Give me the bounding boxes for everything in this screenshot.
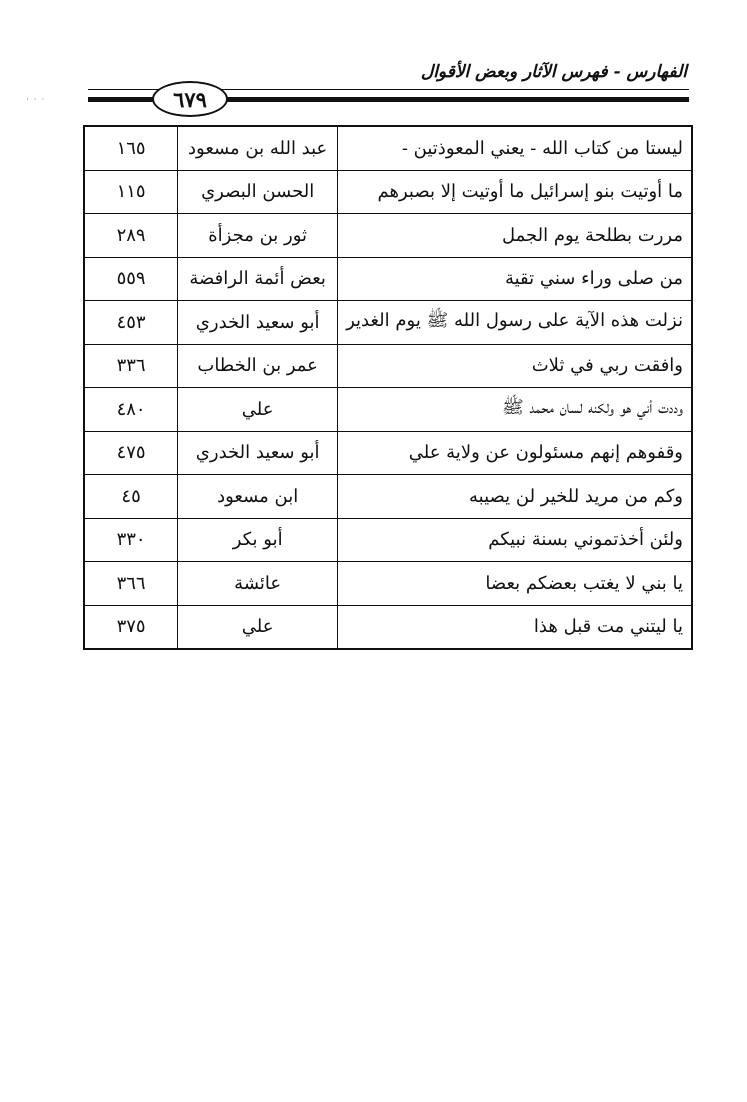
page-number-cell: ٣٧٥ <box>84 605 178 649</box>
narrator-cell: علي <box>178 605 338 649</box>
table-row <box>84 388 692 432</box>
narrator-cell: أبو سعيد الخدري <box>178 301 338 345</box>
athar-text-cell: يا بني لا يغتب بعضكم بعضا <box>338 562 692 606</box>
page-number-badge <box>152 81 228 117</box>
page-number-cell: ٤٨٠ <box>84 388 178 432</box>
athar-text-cell: وكم من مريد للخير لن يصيبه <box>338 475 692 519</box>
narrator-cell: علي <box>178 388 338 432</box>
page-number-cell: ١١٥ <box>84 170 178 214</box>
table-row <box>84 562 692 606</box>
narrator-cell: أبو بكر <box>178 518 338 562</box>
athar-text-cell: مررت بطلحة يوم الجمل <box>338 214 692 258</box>
narrator-cell: أبو سعيد الخدري <box>178 431 338 475</box>
table-row <box>84 170 692 214</box>
page-number-cell: ٢٨٩ <box>84 214 178 258</box>
narrator-cell: عمر بن الخطاب <box>178 344 338 388</box>
table-row <box>84 605 692 649</box>
table-row <box>84 518 692 562</box>
athar-text-cell: من صلى وراء سني تقية <box>338 257 692 301</box>
table-row <box>84 344 692 388</box>
page-number-cell: ٣٣٦ <box>84 344 178 388</box>
page-number-cell: ٣٦٦ <box>84 562 178 606</box>
athar-text-cell: وافقت ربي في ثلاث <box>338 344 692 388</box>
running-header-title: الفهارس - فهرس الآثار وبعض الأقوال <box>420 62 687 82</box>
narrator-cell: ابن مسعود <box>178 475 338 519</box>
athar-text-cell: ولئن أخذتموني بسنة نبيكم <box>338 518 692 562</box>
athar-text-cell: ما أوتيت بنو إسرائيل ما أوتيت إلا بصبرهم <box>338 170 692 214</box>
athar-text-cell: يا ليتني مت قبل هذا <box>338 605 692 649</box>
athar-text-cell: نزلت هذه الآية على رسول الله ﷺ يوم الغدير <box>338 301 692 345</box>
table-row <box>84 126 692 170</box>
narrator-cell: بعض أئمة الرافضة <box>178 257 338 301</box>
page-number-cell: ١٦٥ <box>84 126 178 170</box>
athar-text-cell: ليستا من كتاب الله - يعني المعوذتين - <box>338 126 692 170</box>
athar-text-cell: وددت أني هو ولكنه لسان محمد ﷺ <box>338 388 692 432</box>
athar-index-table <box>83 125 693 650</box>
table-row <box>84 257 692 301</box>
page-number-cell: ٥٥٩ <box>84 257 178 301</box>
table-row <box>84 301 692 345</box>
narrator-cell: عبد الله بن مسعود <box>178 126 338 170</box>
narrator-cell: الحسن البصري <box>178 170 338 214</box>
table-row <box>84 431 692 475</box>
page-number-cell: ٤٧٥ <box>84 431 178 475</box>
narrator-cell: عائشة <box>178 562 338 606</box>
page-number-cell: ٣٣٠ <box>84 518 178 562</box>
page-number: ٦٧٩ <box>173 86 207 112</box>
athar-text-cell: وقفوهم إنهم مسئولون عن ولاية علي <box>338 431 692 475</box>
index-table-body <box>84 126 692 649</box>
scan-speck: · · · <box>26 95 46 105</box>
page-number-cell: ٤٥ <box>84 475 178 519</box>
table-row <box>84 214 692 258</box>
narrator-cell: ثور بن مجزأة <box>178 214 338 258</box>
page-number-cell: ٤٥٣ <box>84 301 178 345</box>
table-row <box>84 475 692 519</box>
